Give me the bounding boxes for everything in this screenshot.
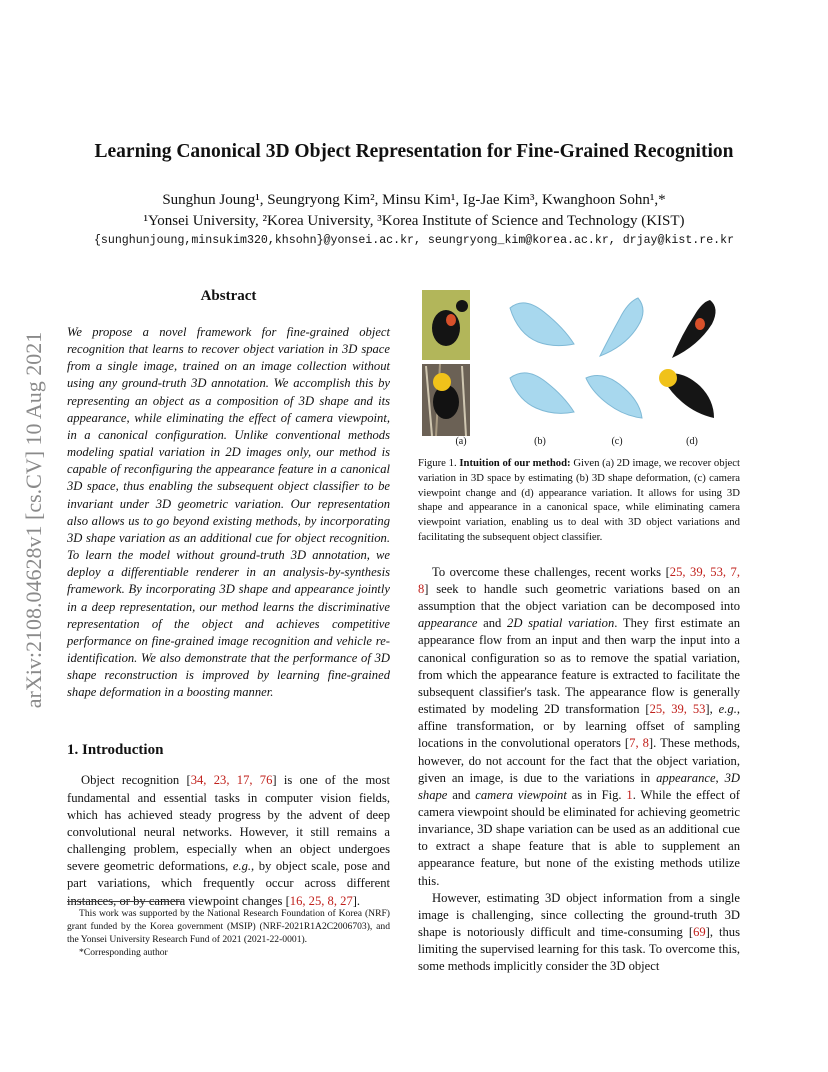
fig-label-d: (d) <box>686 436 698 447</box>
affiliations: ¹Yonsei University, ²Korea University, ³Korea Institute of Science and Technology (KIST) <box>143 213 685 229</box>
right-body <box>418 564 740 976</box>
figure-caption: Figure 1. Intuition of our method: Given (a) 2D image, we recover object variation in 3D space by estimating (b) 3D shape deformation, (c) camera viewpoint change and (d) appearance variation. It allows for using 3D shape and appearance in a canonical space, while eliminating camera viewpoint variation, enabling us to deal with 3D object variations and facilitating the subsequent object classifier. <box>418 457 740 543</box>
author-block <box>60 190 768 232</box>
citation-link[interactable]: 25, 39, 53 <box>649 702 706 717</box>
body-paragraph: However, estimating 3D object information from a single image is challenging, since collecting the ground-truth 3D shape is notoriously difficult and time-consuming [69], thus limiting the supervised learning for this task. To overcome this, some methods implicitly consider the 3D object <box>418 890 740 974</box>
citation-link[interactable]: 69 <box>693 925 706 940</box>
fig-label-b: (b) <box>534 436 546 447</box>
right-column <box>418 286 740 976</box>
citation-link[interactable]: 16, 25, 8, 27 <box>289 893 353 908</box>
footnotes <box>67 901 390 959</box>
citation-link[interactable]: 25, 39, 53, 7, 8 <box>418 564 741 596</box>
footnote-rule <box>67 901 182 902</box>
arxiv-id: arXiv:2108.04628v1 [cs.CV] 10 Aug 2021 <box>21 331 46 709</box>
author-list: Sunghun Joung¹, Seungryong Kim², Minsu Kim¹, Ig-Jae Kim³, Kwanghoon Sohn¹,* <box>162 192 666 208</box>
abstract-heading: Abstract <box>200 288 257 304</box>
left-column <box>67 286 390 910</box>
introduction-heading: 1. Introduction <box>67 742 164 759</box>
arxiv-stamp <box>14 280 54 760</box>
citation-link[interactable]: 7, 8 <box>629 736 649 751</box>
body-paragraph: To overcome these challenges, recent works [25, 39, 53, 7, 8] seek to handle such geometric variations based on an assumption that the object variation can be decomposed into appearance and 2D spatial variation. They first estimate an appearance flow from an input and then warp the input into a canonical configuration so as to remove the spatial variation, from which the appearance feature is extracted to facilitate the subsequent classifier's task. The appearance flow is generally estimated by modeling 2D transformation [25, 39, 53], e.g., affine transformation, or by learning offset of sampling locations in the convolutional operators [7, 8]. These methods, however, do not account for the fact that the object variation, given an image, is due to the variations in appearance, 3D shape and camera viewpoint as in Fig. 1. While the effect of camera viewpoint should be eliminated for achieving geometric invariance, 3D shape variation can be used as an additional cue to extract a shape feature that is able to supplement an appearance feature, but none of the existing methods utilize this. <box>418 564 741 888</box>
fig-label-a: (a) <box>455 436 467 447</box>
emails: {sunghunjoung,minsukim320,khsohn}@yonsei.ac.kr, seungryong_kim@korea.ac.kr, drjay@kist.re.kr <box>93 234 735 247</box>
corresponding-footnote: *Corresponding author <box>79 947 168 958</box>
fig-label-c: (c) <box>611 436 623 447</box>
intro-paragraph: Object recognition [34, 23, 17, 76] is one of the most fundamental and essential tasks in computer vision fields, which has achieved steady progress by the advent of deep convolutional neural networks. However, it still remains a challenging problem, especially when an object undergoes severe geometric deformations, e.g., by object scale, pose and part variations, which frequently occur across different instances, or by camera viewpoint changes [16, 25, 8, 27]. <box>67 773 391 908</box>
paper-title: Learning Canonical 3D Object Representation for Fine-Grained Recognition <box>94 141 734 162</box>
abstract-body: We propose a novel framework for fine-grained object recognition that learns to recover object variation in 3D space from a single image, trained on an image collection without using any ground-truth 3D annotation. We accomplish this by representing an object as a composition of 3D shape and its appearance, while eliminating the effect of camera viewpoint, in a canonical configuration. Unlike conventional methods modeling spatial variation in 2D images only, our method is capable of reconfiguring the appearance feature in a canonical 3D space, thus enabling the subsequent object classifier to be invariant under 3D geometric variation. Our representation also allows us to go beyond existing methods, by incorporating 3D shape variation as an additional cue for object recognition. To learn the model without ground-truth 3D annotation, we deploy a differentiable renderer in an analysis-by-synthesis framework. By incorporating 3D shape and appearance jointly in a deep representation, our method learns the discriminative representation of the object and achieves competitive performance on fine-grained image recognition and vehicle re-identification. We also demonstrate that the performance of 3D shape reconstruction is improved by learning fine-grained shape deformation in a boosting manner. <box>67 325 390 700</box>
funding-footnote: This work was supported by the National Research Foundation of Korea (NRF) grant funded by the Korea government (MSIP) (NRF-2021R1A2C2006703), and the Yonsei University Research Fund of 2021 (2021-22-0001). <box>67 908 390 945</box>
figure-ref-link[interactable]: 1 <box>626 787 633 802</box>
citation-link[interactable]: 34, 23, 17, 76 <box>190 773 273 788</box>
